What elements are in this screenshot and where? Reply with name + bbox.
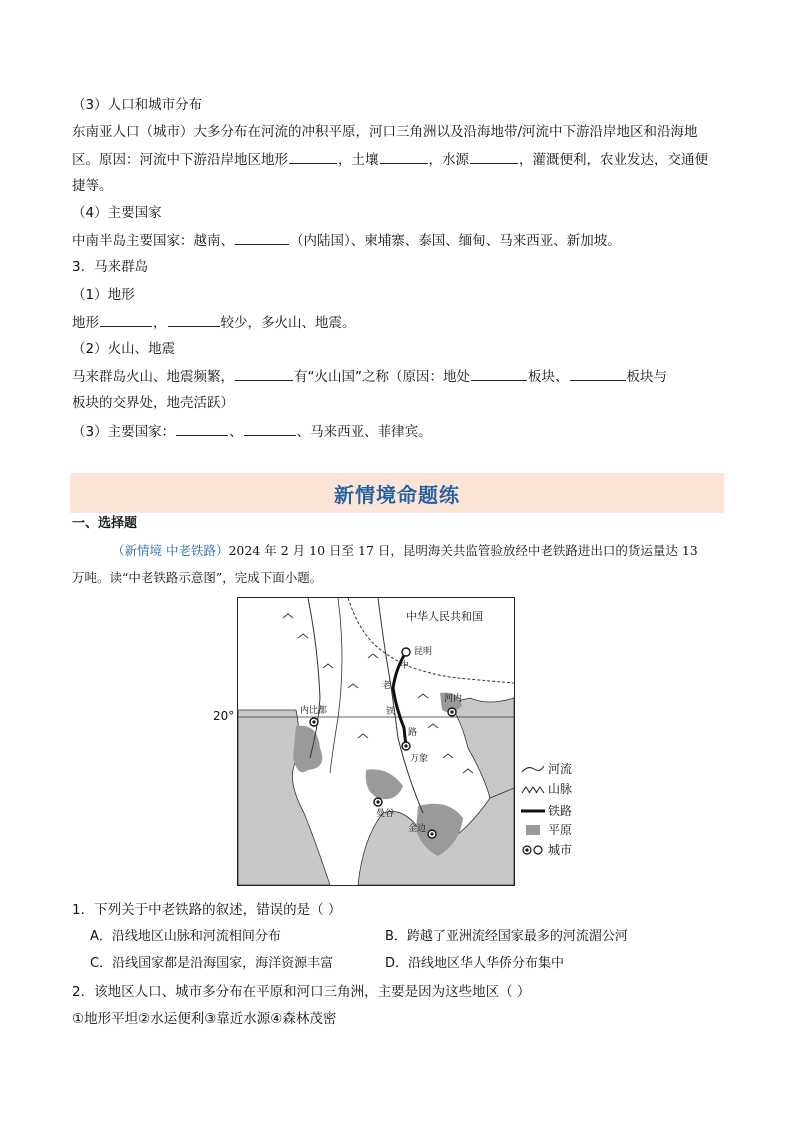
countries-text-a: （3）主要国家：	[72, 424, 176, 440]
blank-landlocked[interactable]	[235, 230, 289, 245]
section4-line1	[72, 230, 621, 251]
latitude-label: 20°	[213, 709, 235, 723]
volcano-text-c: 板块、	[528, 369, 569, 385]
malay-volcano-line1	[72, 366, 667, 387]
volcano-text-b: 有“火山国”之称（原因：地处	[294, 369, 470, 385]
malay-volcano-title: （2）火山、地震	[72, 341, 176, 357]
legend-river	[520, 760, 572, 777]
malay-heading: 3．马来群岛	[72, 259, 149, 275]
bangkok-label: 曼谷	[376, 809, 395, 819]
section4-line1a: 中南半岛主要国家：越南、	[72, 233, 234, 249]
q1-option-b[interactable]: B．跨越了亚洲流经国家最多的河流湄公河	[385, 929, 628, 944]
railway-char-2: 老	[382, 681, 392, 691]
railway-legend-icon	[520, 805, 546, 817]
section4-line1b: （内陆国）、柬埔寨、泰国、缅甸、马来西亚、新加坡。	[290, 233, 621, 249]
phnompenh-label: 金边	[408, 824, 427, 834]
section3-line2c: ，水源	[428, 152, 469, 168]
legend-city-label: 城市	[548, 843, 573, 857]
bangkok-dot	[376, 800, 379, 803]
china-laos-railway-map	[237, 597, 515, 886]
countries-text-c: 、马来西亚、菲律宾。	[296, 424, 432, 440]
malay-countries-line	[72, 421, 432, 442]
section4-title: （4）主要国家	[72, 205, 162, 221]
blank-plate1[interactable]	[471, 366, 527, 381]
q1-option-a[interactable]: A．沿线地区山脉和河流相间分布	[90, 929, 281, 944]
q1-option-d[interactable]: D．沿线地区华人华侨分布集中	[385, 956, 565, 971]
railway-char-3: 铁	[386, 707, 396, 717]
river-legend-icon	[520, 763, 546, 775]
q1-option-c[interactable]: C．沿线国家都是沿海国家，海洋资源丰富	[90, 956, 334, 971]
hanoi-dot	[450, 710, 453, 713]
banner-title: 新情境命题练	[334, 482, 460, 507]
vientiane-dot	[404, 744, 407, 747]
quiz-context-line1	[112, 541, 698, 561]
legend-plain-label: 平原	[548, 823, 573, 837]
naypyidaw-dot	[312, 720, 315, 723]
legend-plain	[520, 821, 572, 838]
kunming-marker	[402, 648, 410, 656]
section3-line2d: ，灌溉便利，农业发达，交通便	[519, 152, 708, 168]
river-salween	[330, 598, 342, 773]
malay-volcano-line2: 板块的交界处，地壳活跃）	[72, 395, 234, 411]
blank-volcano-country[interactable]	[235, 366, 293, 381]
quiz-context-line2: 万吨。读“中老铁路示意图”，完成下面小题。	[72, 570, 323, 585]
section3-line2a: 区。原因：河流中下游沿岸地区地形	[72, 152, 288, 168]
quiz-section-title: 一、选择题	[72, 516, 138, 531]
railway-char-4: 路	[408, 728, 418, 738]
terrain-text-b: ，	[153, 315, 167, 331]
plain-chao-phraya	[366, 769, 403, 799]
section3-title: （3）人口和城市分布	[72, 97, 203, 113]
map-svg	[238, 598, 514, 885]
blank-country1[interactable]	[176, 421, 228, 436]
terrain-text-a: 地形	[72, 315, 99, 331]
section3-line2	[72, 149, 708, 170]
question-2-items: ①地形平坦②水运便利③靠近水源④森林茂密	[72, 1011, 337, 1027]
blank-country2[interactable]	[244, 421, 296, 436]
legend-city	[520, 841, 572, 858]
plain-legend-icon	[520, 824, 546, 836]
phnompenh-dot	[430, 832, 433, 835]
legend-railway-label: 铁路	[548, 804, 573, 818]
china-label: 中华人民共和国	[406, 610, 483, 623]
blank-terrain2[interactable]	[168, 312, 220, 327]
context-text1: 2024 年 2 月 10 日至 17 日，昆明海关共监管验放经中老铁路进出口的货运量达 13	[228, 543, 698, 558]
section3-line2b: ，土壤	[338, 152, 379, 168]
blank-terrain[interactable]	[289, 149, 337, 164]
blank-soil[interactable]	[380, 149, 428, 164]
blank-terrain1[interactable]	[100, 312, 152, 327]
railway-char-1: 中	[400, 661, 410, 671]
section3-line3: 捷等。	[72, 178, 113, 194]
malay-terrain-line	[72, 312, 356, 333]
terrain-text-c: 较少，多火山、地震。	[220, 315, 356, 331]
volcano-text-a: 马来群岛火山、地震频繁，	[72, 369, 234, 385]
blank-water[interactable]	[470, 149, 518, 164]
vientiane-label: 万象	[410, 754, 429, 764]
sea-south-china	[448, 698, 514, 798]
question-2-stem: 2．该地区人口、城市多分布在平原和河口三角洲，主要是因为这些地区（ ）	[72, 984, 531, 1000]
section-banner	[70, 473, 724, 513]
legend-railway	[520, 802, 572, 819]
question-1-stem: 1．下列关于中老铁路的叙述，错误的是（ ）	[72, 902, 342, 918]
malay-terrain-title: （1）地形	[72, 287, 135, 303]
plain-irrawaddy	[293, 726, 322, 773]
mountain-legend-icon	[520, 783, 546, 795]
legend-mountain	[520, 780, 572, 797]
countries-text-b: 、	[229, 424, 243, 440]
legend-river-label: 河流	[548, 762, 573, 776]
volcano-text-d: 板块与	[626, 369, 667, 385]
kunming-label: 昆明	[414, 647, 433, 657]
hanoi-label: 河内	[444, 694, 463, 704]
section3-line1: 东南亚人口（城市）大多分布在河流的冲积平原，河口三角洲以及沿海地带/河流中下游沿岸地区和沿海地	[72, 124, 698, 140]
legend-mountain-label: 山脉	[548, 782, 573, 796]
city-legend-icon	[520, 844, 546, 856]
blank-plate2[interactable]	[570, 366, 626, 381]
context-tag: （新情境 中老铁路）	[112, 543, 229, 558]
naypyidaw-label: 内比都	[300, 706, 328, 716]
